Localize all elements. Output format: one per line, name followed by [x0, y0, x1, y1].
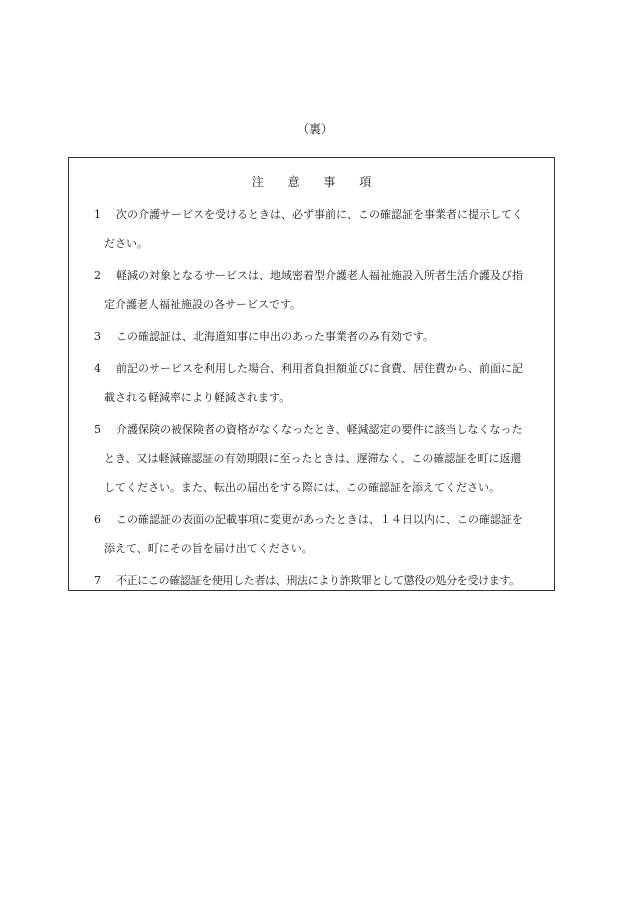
- item-number: 4: [94, 362, 101, 375]
- item-text-continued: 定介護老人福祉施設の各サービスです。: [104, 298, 302, 311]
- item-text: 次の介護サービスを受けるときは、必ず事前に、この確認証を事業者に提示してく: [116, 208, 523, 221]
- notice-item: [69, 361, 554, 405]
- item-number: 5: [94, 423, 101, 436]
- notice-item: [69, 207, 554, 251]
- item-text: 介護保険の被保険者の資格がなくなったとき、軽減認定の要件に該当しなくなった: [116, 423, 523, 436]
- notice-box: [68, 157, 555, 591]
- notice-item: [69, 268, 554, 312]
- item-text-continued: とき、又は軽減確認証の有効期限に至ったときは、遅滞なく、この確認証を町に返還: [104, 452, 522, 465]
- item-number: 1: [94, 208, 101, 221]
- page-side-label: （裏）: [296, 122, 333, 136]
- item-text: 軽減の対象となるサービスは、地域密着型介護老人福祉施設入所者生活介護及び指: [116, 269, 523, 282]
- item-text: この確認証の表面の記載事項に変更があったときは、１４日以内に、この確認証を: [116, 513, 523, 526]
- notice-list: [69, 207, 554, 588]
- item-number: 7: [94, 574, 101, 587]
- item-text: この確認証は、北海道知事に申出のあった事業者のみ有効です。: [116, 330, 435, 343]
- item-text-continued: 添えて、町にその旨を届け出てください。: [104, 542, 313, 555]
- item-text: 不正にこの確認証を使用した者は、刑法により詐欺罪として懲役の処分を受けます。: [116, 574, 520, 587]
- notice-item: [69, 329, 554, 344]
- item-text-continued: 載される軽減率により軽減されます。: [104, 391, 291, 404]
- notice-item: [69, 573, 554, 588]
- notice-heading: 注 意 事 項: [251, 175, 382, 189]
- item-text-continued: してください。また、転出の届出をする際には、この確認証を添えてください。: [104, 481, 500, 494]
- notice-item: [69, 512, 554, 556]
- item-number: 6: [94, 513, 101, 526]
- item-text: 前記のサービスを利用した場合、利用者負担額並びに食費、居住費から、前面に記: [116, 362, 523, 375]
- item-text-continued: ださい。: [104, 237, 148, 250]
- notice-item: [69, 422, 554, 495]
- item-number: 3: [94, 330, 101, 343]
- item-number: 2: [94, 269, 101, 282]
